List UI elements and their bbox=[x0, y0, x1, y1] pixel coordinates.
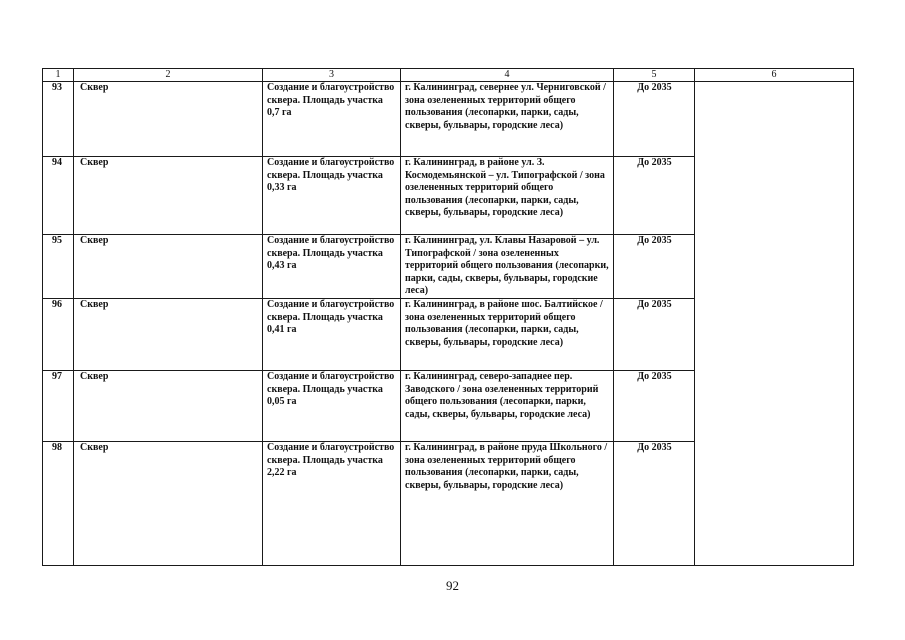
action-description: Создание и благоустройство сквера. Площадь участка 0,05 га bbox=[263, 370, 401, 441]
action-description: Создание и благоустройство сквера. Площадь участка 0,41 га bbox=[263, 298, 401, 370]
object-name: Сквер bbox=[74, 298, 263, 370]
row-number: 94 bbox=[43, 157, 74, 235]
deadline: До 2035 bbox=[614, 157, 695, 235]
table-row bbox=[43, 82, 854, 157]
object-name: Сквер bbox=[74, 157, 263, 235]
deadline: До 2035 bbox=[614, 370, 695, 441]
action-description: Создание и благоустройство сквера. Площадь участка 0,43 га bbox=[263, 235, 401, 299]
action-description: Создание и благоустройство сквера. Площадь участка 0,33 га bbox=[263, 157, 401, 235]
table-body bbox=[43, 82, 854, 566]
row-number: 95 bbox=[43, 235, 74, 299]
location-description: г. Калининград, севернее ул. Черниговской / зона озелененных территорий общего пользования (лесопарки, парки, сады, скверы, бульвары, городские леса) bbox=[401, 82, 614, 157]
column-header: 2 bbox=[74, 69, 263, 82]
row-number: 96 bbox=[43, 298, 74, 370]
object-name: Сквер bbox=[74, 82, 263, 157]
deadline: До 2035 bbox=[614, 441, 695, 565]
notes-cell bbox=[695, 82, 854, 566]
column-header: 3 bbox=[263, 69, 401, 82]
header-row bbox=[43, 69, 854, 82]
column-header: 4 bbox=[401, 69, 614, 82]
object-name: Сквер bbox=[74, 370, 263, 441]
location-description: г. Калининград, в районе ул. З. Космодемьянской – ул. Типографской / зона озелененных территорий общего пользования (лесопарки, парки, сады, скверы, бульвары, городские леса) bbox=[401, 157, 614, 235]
deadline: До 2035 bbox=[614, 235, 695, 299]
planning-table bbox=[42, 68, 854, 566]
deadline: До 2035 bbox=[614, 82, 695, 157]
location-description: г. Калининград, ул. Клавы Назаровой – ул. Типографской / зона озелененных территорий общего пользования (лесопарки, парки, сады, скверы, бульвары, городские леса) bbox=[401, 235, 614, 299]
row-number: 98 bbox=[43, 441, 74, 565]
column-header: 1 bbox=[43, 69, 74, 82]
location-description: г. Калининград, в районе шос. Балтийское / зона озелененных территорий общего пользования (лесопарки, парки, сады, скверы, бульвары, городские леса) bbox=[401, 298, 614, 370]
object-name: Сквер bbox=[74, 235, 263, 299]
action-description: Создание и благоустройство сквера. Площадь участка 2,22 га bbox=[263, 441, 401, 565]
column-header: 5 bbox=[614, 69, 695, 82]
table-header bbox=[43, 69, 854, 82]
object-name: Сквер bbox=[74, 441, 263, 565]
page-number: 92 bbox=[446, 578, 459, 593]
row-number: 93 bbox=[43, 82, 74, 157]
column-header: 6 bbox=[695, 69, 854, 82]
location-description: г. Калининград, северо-западнее пер. Заводского / зона озелененных территорий общего пользования (лесопарки, парки, сады, скверы, бульвары, городские леса) bbox=[401, 370, 614, 441]
location-description: г. Калининград, в районе пруда Школьного / зона озелененных территорий общего пользования (лесопарки, парки, сады, скверы, бульвары, городские леса) bbox=[401, 441, 614, 565]
action-description: Создание и благоустройство сквера. Площадь участка 0,7 га bbox=[263, 82, 401, 157]
deadline: До 2035 bbox=[614, 298, 695, 370]
row-number: 97 bbox=[43, 370, 74, 441]
